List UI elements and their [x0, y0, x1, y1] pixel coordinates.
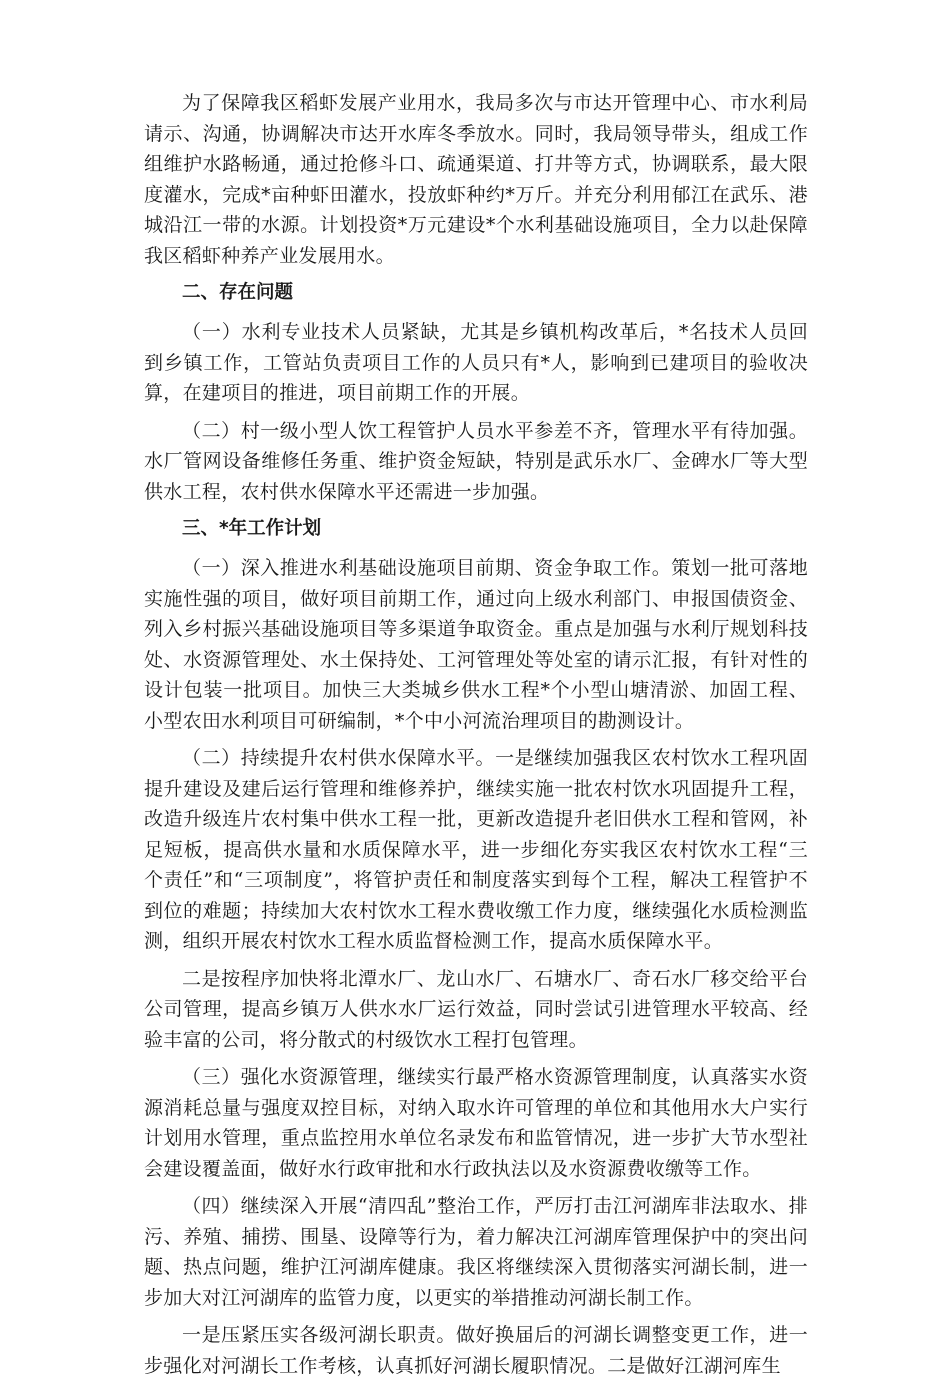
- paragraph-problem-technicians: （一）水利专业技术人员紧缺，尤其是乡镇机构改革后，*名技术人员回到乡镇工作，工管站负责项目工作的人员只有*人，影响到已建项目的验收决算，在建项目的推进，项目前期工作的开展。: [144, 321, 808, 404]
- paragraph-plan-water-plant-transfer: 二是按程序加快将北潭水厂、龙山水厂、石塘水厂、奇石水厂移交给平台公司管理，提高乡镇万人供水水厂运行效益，同时尝试引进管理水平较高、经验丰富的公司，将分散式的村级饮水工程打包管理。: [144, 967, 808, 1051]
- paragraph-plan-infrastructure: （一）深入推进水利基础设施项目前期、资金争取工作。策划一批可落地实施性强的项目，做好项目前期工作，通过向上级水利部门、申报国债资金、列入乡村振兴基础设施项目等多渠道争取资金。重点是加强与水利厅规划科技处、水资源管理处、水土保持处、工河管理处等处室的请示汇报，有针对性的设计包装一批项目。加快三大类城乡供水工程*个小型山塘清淤、加固工程、小型农田水利项目可研编制，*个中小河流治理项目的勘测设计。: [144, 557, 808, 732]
- paragraph-water-supply-intro: 为了保障我区稻虾发展产业用水，我局多次与市达开管理中心、市水利局请示、沟通，协调解决市达开水库冬季放水。同时，我局领导带头，组成工作组维护水路畅通，通过抢修斗口、疏通渠道、打井等方式，协调联系，最大限度灌水，完成*亩种虾田灌水，投放虾种约*万斤。并充分利用郁江在武乐、港城沿江一带的水源。计划投资*万元建设*个水利基础设施项目，全力以赴保障我区稻虾种养产业发展用水。: [144, 92, 808, 267]
- paragraph-plan-rural-water-supply: （二）持续提升农村供水保障水平。一是继续加强我区农村饮水工程巩固提升建设及建后运行管理和维修养护，继续实施一批农村饮水巩固提升工程，改造升级连片农村集中供水工程一批，更新改造提升老旧供水工程和管网，补足短板，提高供水量和水质保障水平，进一步细化夯实我区农村饮水工程“三个责任”和“三项制度”，将管护责任和制度落实到每个工程，解决工程管护不到位的难题；持续加大农村饮水工程水费收缴工作力度，继续强化水质检测监测，组织开展农村饮水工程水质监督检测工作，提高水质保障水平。: [144, 747, 808, 952]
- paragraph-plan-river-chief-duties: 一是压紧压实各级河湖长职责。做好换届后的河湖长调整变更工作，进一步强化对河湖长工作考核，认真抓好河湖长履职情况。二是做好江湖河库生: [144, 1324, 808, 1377]
- section-heading-existing-problems: 二、存在问题: [182, 282, 294, 303]
- paragraph-problem-village-water: （二）村一级小型人饮工程管护人员水平参差不齐，管理水平有待加强。水厂管网设备维修任务重、维护资金短缺，特别是武乐水厂、金碑水厂等大型供水工程，农村供水保障水平还需进一步加强。: [144, 419, 808, 503]
- document-body: [144, 88, 808, 1388]
- paragraph-plan-river-cleanup: （四）继续深入开展“清四乱”整治工作，严厉打击江河湖库非法取水、排污、养殖、捕捞、围垦、设障等行为，着力解决江河湖库管理保护中的突出问题、热点问题，维护江河湖库健康。我区将继续深入贯彻落实河湖长制，进一步加大对江河湖库的监管力度，以更实的举措推动河湖长制工作。: [144, 1195, 808, 1309]
- section-heading-work-plan: 三、*年工作计划: [182, 518, 322, 539]
- paragraph-plan-water-resources: （三）强化水资源管理，继续实行最严格水资源管理制度，认真落实水资源消耗总量与强度双控目标，对纳入取水许可管理的单位和其他用水大户实行计划用水管理，重点监控用水单位名录发布和监管情况，进一步扩大节水型社会建设覆盖面，做好水行政审批和水行政执法以及水资源费收缴等工作。: [144, 1066, 808, 1180]
